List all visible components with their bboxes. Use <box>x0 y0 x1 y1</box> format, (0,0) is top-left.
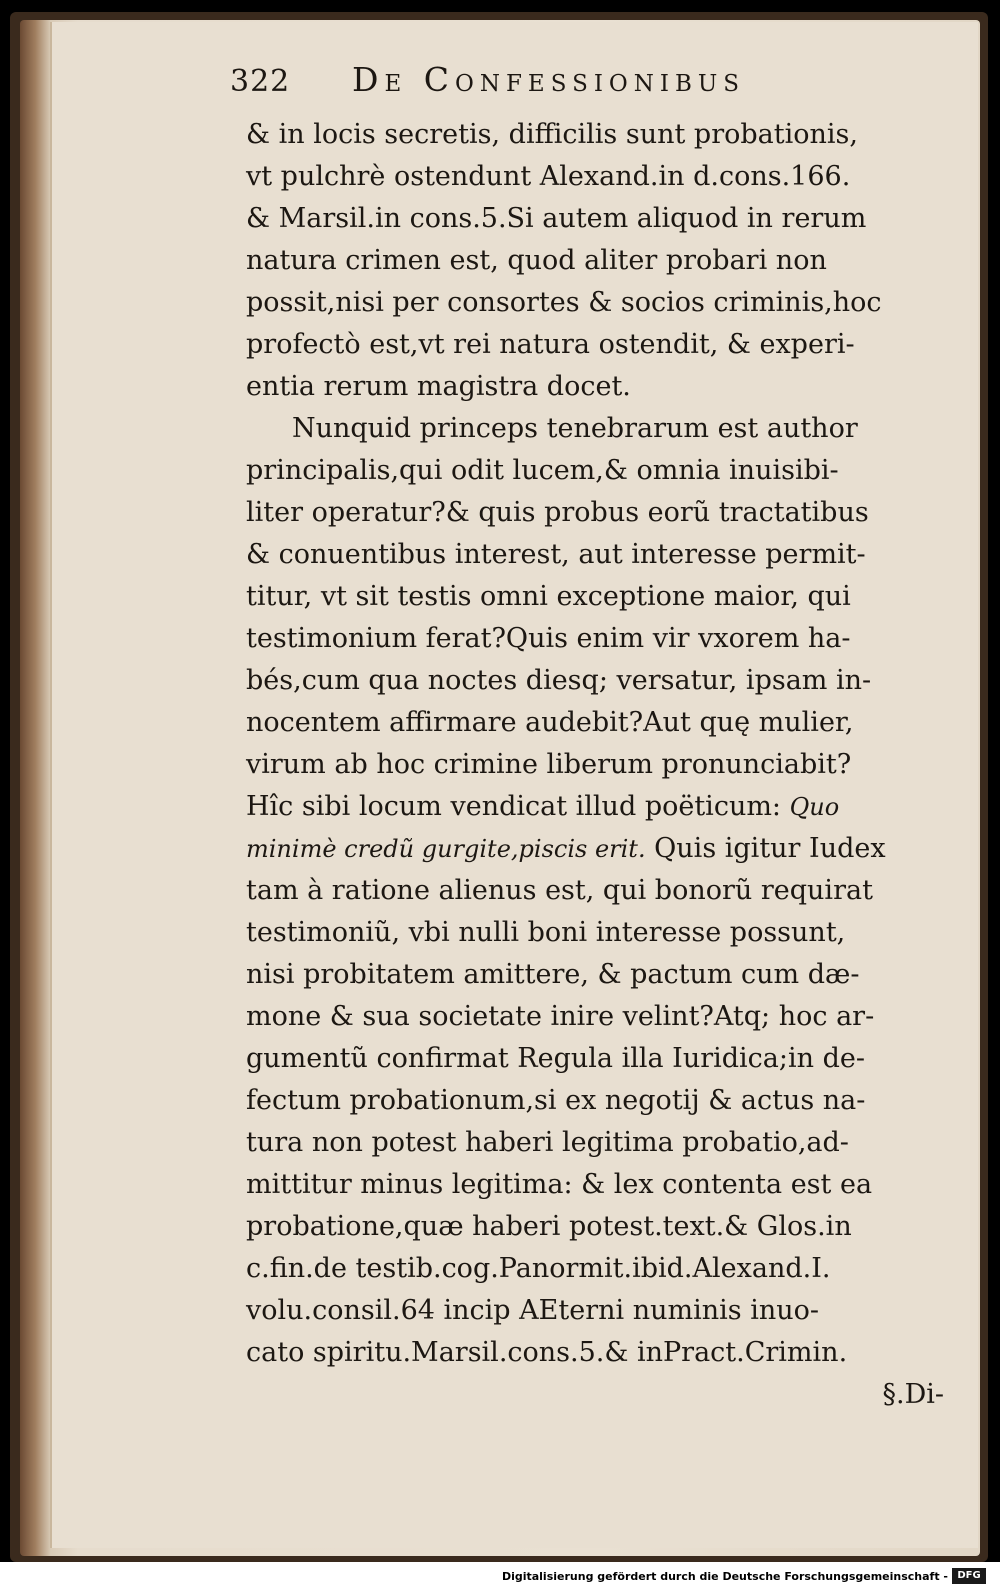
page-header <box>230 58 850 106</box>
text-line: profectò est,vt rei natura ostendit, & experi- <box>246 329 855 360</box>
text-line: probatione,quæ haberi potest.text.& Glos.in <box>246 1211 852 1242</box>
catchword: §.Di- <box>882 1379 944 1410</box>
text-line: testimonium ferat?Quis enim vir vxorem ha- <box>246 623 851 654</box>
quotation-italic: Quo <box>789 793 840 821</box>
running-title: De Confessionibus <box>352 60 746 99</box>
text-line: c.fin.de testib.cog.Panormit.ibid.Alexand.I. <box>246 1253 831 1284</box>
page-number: 322 <box>230 64 291 99</box>
text-line: possit,nisi per consortes & socios criminis,hoc <box>246 287 882 318</box>
text-line: natura crimen est, quod aliter probari non <box>246 245 827 276</box>
text-line: virum ab hoc crimine liberum pronunciabit? <box>246 749 852 780</box>
text-line <box>246 786 966 828</box>
text-line: gumentũ confirmat Regula illa Iuridica;in de- <box>246 1043 865 1074</box>
text-line: fectum probationum,si ex negotij & actus na- <box>246 1085 866 1116</box>
text-line: vt pulchrè ostendunt Alexand.in d.cons.166. <box>246 161 851 192</box>
text-line: tura non potest haberi legitima probatio,ad- <box>246 1127 849 1158</box>
quotation-italic: minimè credũ gurgite,piscis erit. <box>246 835 646 863</box>
funding-credit: Digitalisierung gefördert durch die Deutsche Forschungsgemeinschaft - <box>501 1570 948 1583</box>
text-line: nocentem affirmare audebit?Aut quę mulier, <box>246 707 854 738</box>
text-line: volu.consil.64 incip AEterni numinis inuo- <box>246 1295 819 1326</box>
dfg-logo: DFG <box>952 1568 986 1584</box>
text-line: & conuentibus interest, aut interesse permit- <box>246 539 866 570</box>
text-line: mone & sua societate inire velint?Atq; hoc ar- <box>246 1001 875 1032</box>
text-line: nisi probitatem amittere, & pactum cum dæ- <box>246 959 860 990</box>
text-line: mittitur minus legitima: & lex contenta est ea <box>246 1169 873 1200</box>
text-line: liter operatur?& quis probus eorũ tractatibus <box>246 497 869 528</box>
text-line: titur, vt sit testis omni exceptione maior, qui <box>246 581 851 612</box>
text-line: & in locis secretis, difficilis sunt probationis, <box>246 119 858 150</box>
text-line: testimoniũ, vbi nulli boni interesse possunt, <box>246 917 846 948</box>
text-line: & Marsil.in cons.5.Si autem aliquod in rerum <box>246 203 867 234</box>
text-line <box>246 828 966 870</box>
paragraph-start-line: Nunquid princeps tenebrarum est author <box>292 413 858 444</box>
text-line: entia rerum magistra docet. <box>246 371 631 402</box>
text-line: bés,cum qua noctes diesq; versatur, ipsam in- <box>246 665 872 696</box>
text-line: cato spiritu.Marsil.cons.5.& inPract.Crimin. <box>246 1337 848 1368</box>
digitization-footer <box>0 1562 1000 1592</box>
text-line-roman: Quis igitur Iudex <box>645 833 886 864</box>
body-text <box>246 114 966 1416</box>
text-line: tam à ratione alienus est, qui bonorũ requirat <box>246 875 873 906</box>
text-line-roman: Hîc sibi locum vendicat illud poëticum: <box>246 791 790 822</box>
text-line: principalis,qui odit lucem,& omnia inuisibi- <box>246 455 839 486</box>
